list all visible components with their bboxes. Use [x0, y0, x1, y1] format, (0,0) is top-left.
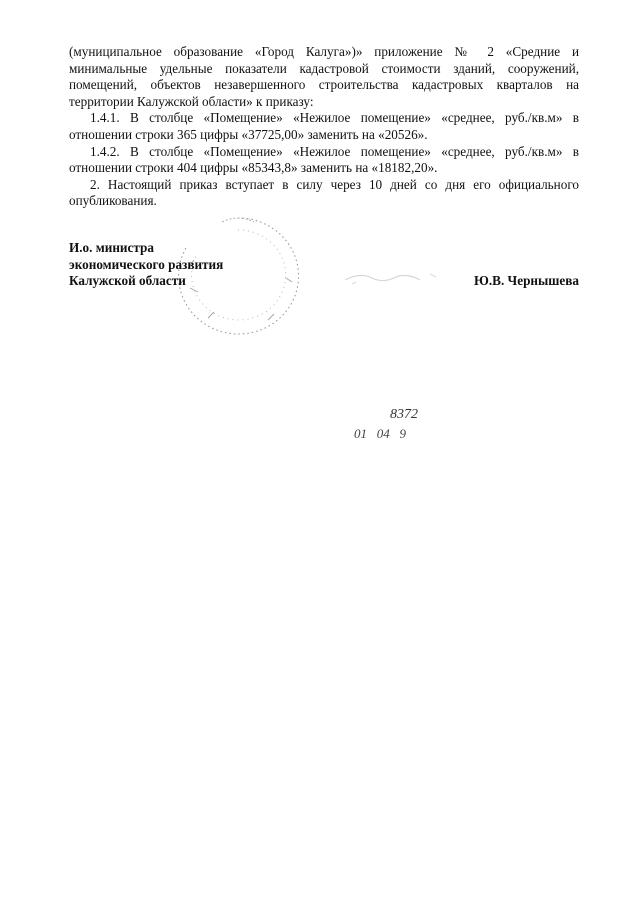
paragraph-appendix-reference: (муниципальное образование «Город Калуга»)» приложение № 2 «Средние и минимальные удельные показатели кадастровой стоимости зданий, сооружений, помещений, объектов незавершенного строительства кадастровых кварталов на территории Калужской области» к приказу: — [69, 44, 579, 109]
signer-position-line2: экономического развития — [69, 256, 224, 272]
handwritten-number: 8372 — [390, 407, 418, 422]
document-body — [69, 44, 579, 210]
signer-name: Ю.В. Чернышева — [474, 273, 579, 288]
signer-position-line3: Калужской области — [69, 273, 186, 289]
handwritten-date: 01 04 9 — [354, 426, 406, 441]
signer-position-line1: И.о. министра — [69, 240, 154, 255]
paragraph-item-1-4-2: 1.4.2. В столбце «Помещение» «Нежилое помещение» «среднее, руб./кв.м» в отношении строки 404 цифры «85343,8» заменить на «18182,20». — [69, 143, 579, 176]
handwritten-registration-note — [352, 400, 462, 445]
paragraph-item-1-4-1: 1.4.1. В столбце «Помещение» «Нежилое помещение» «среднее, руб./кв.м» в отношении строки 365 цифры «37725,00» заменить на «20526». — [69, 110, 579, 142]
signature-block — [69, 240, 579, 290]
paragraph-effective-date: 2. Настоящий приказ вступает в силу через 10 дней со дня его официального опубликования. — [69, 176, 579, 209]
